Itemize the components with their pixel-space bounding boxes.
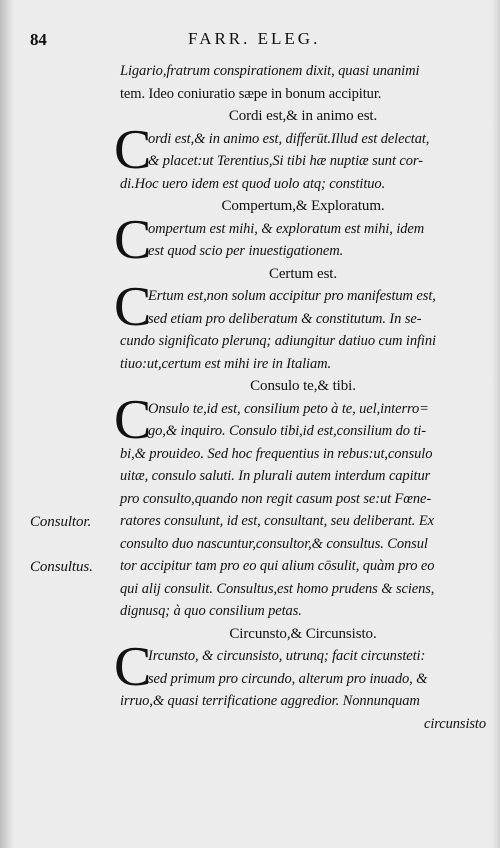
paragraph — [114, 636, 486, 713]
drop-cap: C — [114, 276, 152, 338]
section-heading: Compertum,& Exploratum. — [221, 198, 385, 214]
text-line: sed primum pro circundo, alterum pro inuado, & — [148, 670, 428, 687]
text-line: Onsulo te,id est, consilium peto à te, uel,interro= — [148, 400, 429, 417]
text-line: Ligario,fratrum conspirationem dixit, quasi unanimi — [120, 63, 420, 79]
text-line: tiuo:ut,certum est mihi ire in Italiam. — [120, 355, 332, 372]
text-line: qui alij consulit. Consultus,est homo prudens & sciens, — [120, 580, 435, 597]
paragraph — [114, 388, 486, 623]
text-line: Ertum est,non solum accipitur pro manifestum est, — [148, 288, 436, 304]
text-line: bi,& prouideo. Sed hoc frequentius in rebus:ut,consulo — [120, 445, 433, 462]
text-line: consulto duo nascuntur,consultor,& consultus. Consul — [120, 535, 428, 552]
text-line: ordi est,& in animo est, differūt.Illud est delectat, — [148, 130, 430, 147]
text-line: go,& inquiro. Consulo tibi,id est,consilium do ti- — [148, 423, 427, 439]
section-heading: Consulo te,& tibi. — [250, 378, 356, 394]
text-line: ratores consulunt, id est, consultant, seu deliberant. Ex — [120, 513, 434, 529]
section-heading: Circunsto,& Circunsisto. — [229, 625, 377, 642]
text-line: ompertum est mihi, & exploratum est mihi, idem — [148, 220, 425, 237]
section-heading: Cordi est,& in animo est. — [228, 108, 378, 124]
drop-cap: C — [114, 208, 152, 271]
text-line: cundo significato plerunq; adiungitur datiuo cum infini — [120, 333, 436, 349]
text-line: sed etiam pro deliberatum & constitutum. In se- — [148, 310, 422, 327]
margin-note-consultor: Consultor. — [30, 514, 92, 530]
text-line: uitæ, consulo saluti. In plurali autem interdum capitur — [120, 468, 431, 484]
drop-cap: C — [114, 388, 152, 451]
paragraph — [114, 118, 486, 196]
text-line: irruo,& quasi terrificatione aggredior. Nonnunquam — [120, 693, 420, 709]
text-line: tor accipitur tam pro eo qui alium cōsulit, quàm pro eo — [120, 558, 435, 574]
margin-note-consultus: Consultus. — [30, 559, 93, 575]
text-line: Ircunsto, & circunsisto, utrunq; facit circunsteti: — [148, 648, 426, 664]
text-line: dignusq; à quo consilium petas. — [120, 603, 302, 619]
text-line: est quod scio per inuestigationem. — [148, 243, 344, 259]
text-line: pro consulto,quando non regit casum post se:ut Fœne- — [120, 490, 432, 507]
paragraph — [114, 276, 486, 375]
text-line: tem. Ideo coniuratio sæpe in bonum accipitur. — [120, 85, 382, 102]
paragraph — [114, 208, 486, 271]
section-heading: Certum est. — [268, 265, 338, 282]
drop-cap: C — [114, 636, 152, 698]
drop-cap: C — [114, 118, 152, 181]
main-text — [114, 60, 486, 735]
text-line: di.Hoc uero idem est quod uolo atq; constituo. — [120, 175, 386, 192]
page-header — [0, 0, 500, 60]
text-line: & placet:ut Terentius,Si tibi hæ nuptiæ sunt cor- — [148, 153, 423, 169]
running-title: FARR. ELEG. — [188, 29, 321, 48]
catchword: circunsisto — [424, 715, 486, 732]
page-number: 84 — [30, 30, 47, 49]
